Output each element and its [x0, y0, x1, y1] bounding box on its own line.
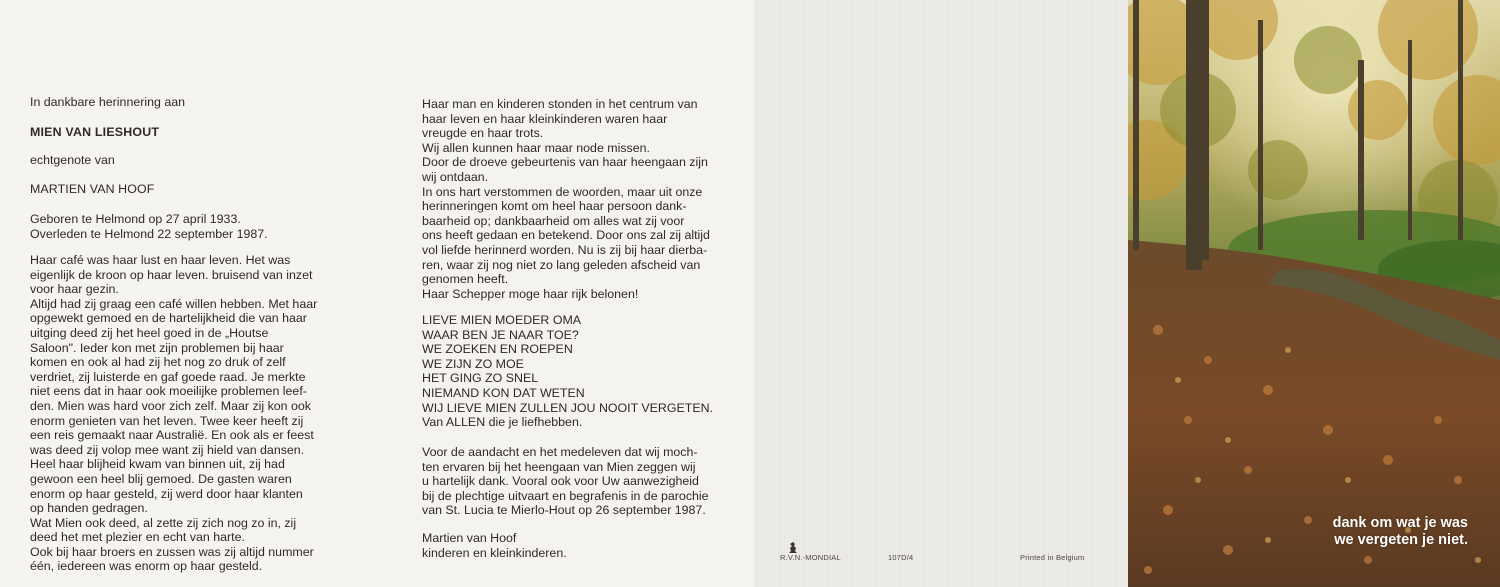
text-line: niet eens dat in haar ook moeilijke problemen leef- [30, 384, 307, 399]
text-line: opgewekt gemoed en de hartelijkheid die van haar [30, 311, 307, 326]
biography-paragraph [30, 545, 358, 574]
memorial-intro: In dankbare herinnering aan [30, 95, 185, 109]
middle-page [376, 0, 754, 587]
text-line: Door de droeve gebeurtenis van haar heengaan zijn [422, 155, 708, 170]
text-line: Altijd had zij graag een café willen hebben. Met haar [30, 296, 318, 311]
text-line: gewoon een heel blij gemoed. De gasten waren [30, 471, 292, 486]
signature-line: Martien van Hoof [422, 531, 517, 545]
biography-paragraph [30, 297, 358, 516]
signature [422, 531, 567, 560]
poem-line: WE ZOEKEN EN ROEPEN [422, 342, 573, 357]
card-code: 107D/4 [888, 553, 914, 562]
text-line: In ons hart verstommen de woorden, maar uit onze [422, 184, 703, 199]
text-line: genomen heeft. [422, 272, 509, 287]
birth-line: Geboren te Helmond op 27 april 1933. [30, 212, 241, 226]
poem-line: WE ZIJN ZO MOE [422, 356, 524, 371]
text-line: herinneringen komt om heel haar persoon dank- [422, 199, 687, 214]
text-line: Wat Mien ook deed, al zette zij zich nog zo in, zij [30, 515, 297, 530]
thanks-text [422, 445, 722, 518]
biography-paragraph [30, 516, 358, 545]
text-line: deed het met plezier en echt van harte. [30, 530, 245, 545]
tribute-paragraph [422, 97, 722, 141]
poem-line: WAAR BEN JE NAAR TOE? [422, 327, 579, 342]
biography [30, 253, 358, 574]
tribute-paragraph [422, 185, 722, 287]
text-line: eigenlijk de kroon op haar leven. bruisend van inzet [30, 267, 313, 282]
thanks-line: ten ervaren bij het heengaan van Mien zeggen wij [422, 459, 696, 474]
poem-line: HET GING ZO SNEL [422, 371, 539, 386]
text-line: Haar man en kinderen stonden in het centrum van [422, 97, 698, 111]
signature-line: kinderen en kleinkinderen. [422, 545, 567, 560]
text-line: baarheid op; dankbaarheid om alles wat zij voor [422, 213, 685, 228]
poem-line: NIEMAND KON DAT WETEN [422, 385, 585, 400]
forest-photo [1128, 0, 1500, 587]
publisher-imprint: R.V.N.-MONDIAL [780, 553, 841, 562]
tribute-paragraph [422, 155, 722, 184]
deceased-name: MIEN VAN LIESHOUT [30, 125, 160, 139]
poem [422, 313, 713, 430]
text-line: Ook bij haar broers en zussen was zij altijd nummer [30, 544, 314, 559]
tribute-text [422, 97, 722, 301]
text-line: Wij allen kunnen haar maar node missen. [422, 140, 650, 155]
thanks-line: bij de plechtige uitvaart en begrafenis in de parochie [422, 488, 709, 503]
life-dates [30, 212, 268, 241]
thanks-line: van St. Lucia te Mierlo-Hout op 26 september 1987. [422, 503, 706, 518]
text-line: vol liefde herinnerd worden. Nu is zij bij haar dierba- [422, 242, 708, 257]
spouse-name: MARTIEN VAN HOOF [30, 182, 155, 196]
text-line: Haar café was haar lust en haar leven. Het was [30, 253, 291, 267]
text-line: één, iedereen was enorm op haar gesteld. [30, 559, 263, 574]
text-line: Heel haar blijheid kwam van binnen uit, zij had [30, 457, 285, 472]
text-line: voor haar gezin. [30, 282, 119, 297]
text-line: was deed zij volop mee want zij hield van dansen. [30, 442, 305, 457]
caption-line-1: dank om wat je was [1332, 515, 1468, 531]
tribute-paragraph [422, 141, 722, 156]
text-line: een reis gemaakt naar Australië. En ook als er feest [30, 428, 314, 443]
text-line: uitging deed zij het heel goed in de „Houtse [30, 325, 269, 340]
text-line: wij ontdaan. [422, 169, 489, 184]
text-line: den. Mien was hard voor zich zelf. Maar zij kon ook [30, 398, 311, 413]
thanks-line: u hartelijk dank. Vooral ook voor Uw aanwezigheid [422, 474, 699, 489]
biography-paragraph [30, 253, 358, 297]
caption-line-2: we vergeten je niet. [1334, 532, 1468, 548]
text-line: verdriet, zij luisterde en gaf goede raad. Je merkte [30, 369, 306, 384]
left-page [0, 0, 376, 587]
spouse-label: echtgenote van [30, 153, 115, 167]
text-line: haar leven en haar kleinkinderen waren haar [422, 111, 668, 126]
text-line: komen en ook al had zij het nog zo druk of zelf [30, 355, 286, 370]
back-page [754, 0, 1128, 587]
thanks-line: Voor de aandacht en het medeleven dat wij moch- [422, 445, 698, 459]
death-line: Overleden te Helmond 22 september 1987. [30, 226, 268, 241]
text-line: Haar Schepper moge haar rijk belonen! [422, 286, 639, 301]
text-line: enorm op haar gesteld, zij werd door haar klanten [30, 486, 303, 501]
text-line: Saloon". Ieder kon met zijn problemen bij haar [30, 340, 284, 355]
poem-line: Van ALLEN die je liefhebben. [422, 415, 583, 430]
photo-caption [1318, 515, 1468, 549]
text-line: op handen gedragen. [30, 501, 148, 516]
poem-line: LIEVE MIEN MOEDER OMA [422, 313, 582, 327]
text-line: vreugde en haar trots. [422, 126, 544, 141]
tribute-paragraph [422, 287, 722, 302]
text-line: ren, waar zij nog niet zo lang geleden afscheid van [422, 257, 701, 272]
poem-line: WIJ LIEVE MIEN ZULLEN JOU NOOIT VERGETEN. [422, 400, 713, 415]
text-line: ons heeft gedaan en betekend. Door ons zal zij altijd [422, 228, 710, 243]
printed-in: Printed in Belgium [1020, 553, 1085, 562]
photo-page [1128, 0, 1500, 587]
text-line: enorm genieten van het leven. Twee keer heeft zij [30, 413, 304, 428]
